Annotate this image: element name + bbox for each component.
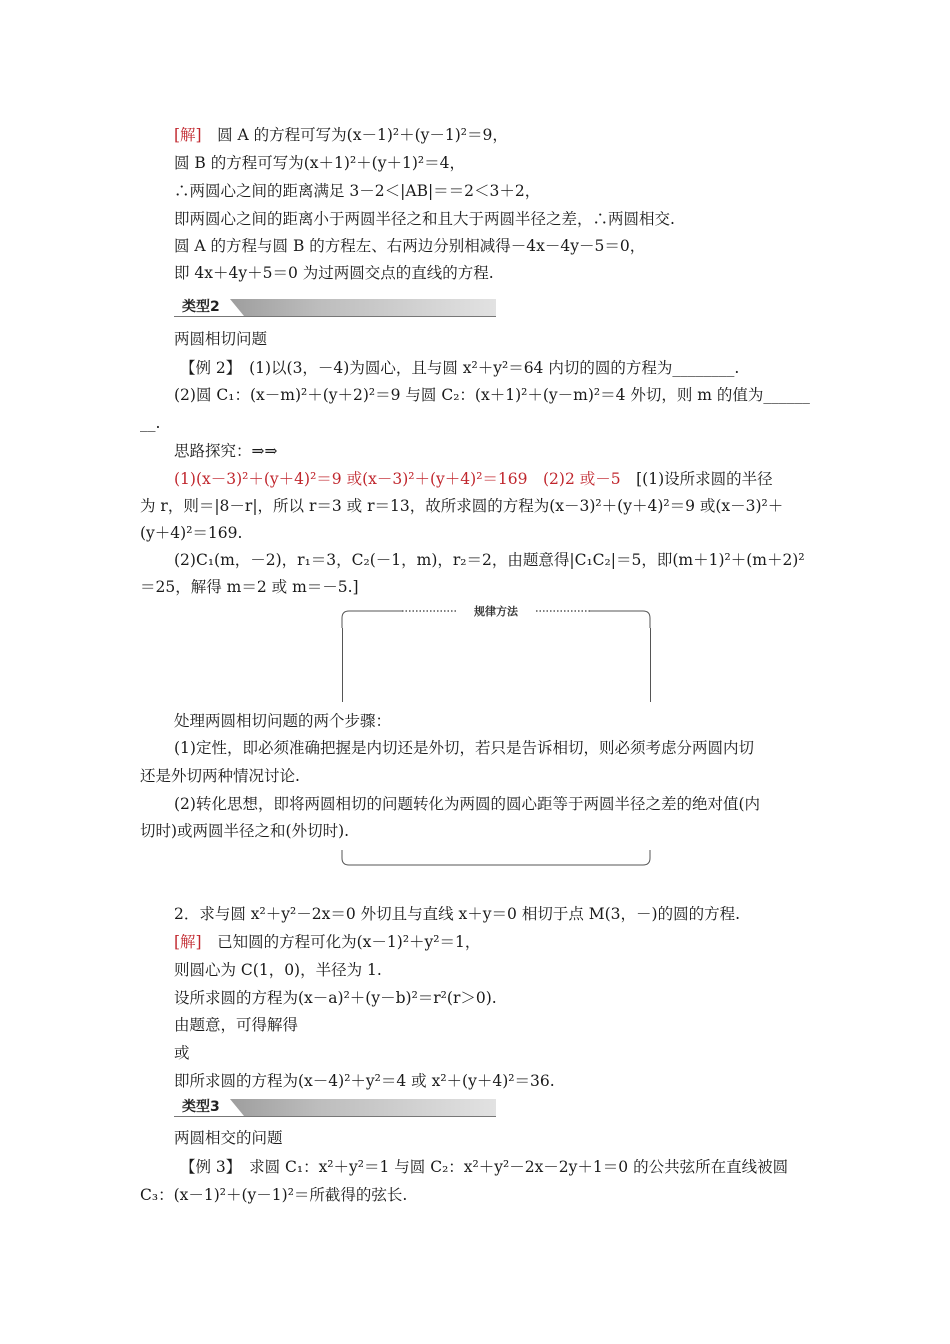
example-label: 【例 2】 — [180, 359, 234, 377]
solution-line — [174, 931, 480, 953]
solution-tag: [解] — [174, 126, 202, 144]
solution-line: ∴两圆心之间的距离满足 3－2＜|AB|＝＝2＜3＋2， — [174, 182, 541, 200]
solution-line — [174, 124, 508, 146]
answer-line: ＝25，解得 m＝2 或 m＝－5.] — [140, 578, 359, 596]
section-banner-type3 — [174, 1099, 496, 1117]
solution-line: 或 — [174, 1044, 190, 1062]
section-banner-label: 类型3 — [182, 1099, 220, 1115]
solution-tag: [解] — [174, 933, 202, 951]
example-line — [180, 1156, 788, 1178]
question-stem: 2．求与圆 x²＋y²－2x＝0 外切且与直线 x＋y＝0 相切于点 M(3，－)的圆的方程. — [174, 905, 741, 923]
solution-line: 圆 A 的方程与圆 B 的方程左、右两边分别相减得－4x－4y－5＝0， — [174, 237, 646, 255]
solution-line: 即所求圆的方程为(x－4)²＋y²＝4 或 x²＋(y＋4)²＝36. — [174, 1072, 555, 1090]
rule-box-bottom — [340, 848, 652, 868]
answer-text: [(1)设所求圆的半径 — [620, 470, 773, 488]
rule-line: 还是外切两种情况讨论. — [140, 767, 300, 785]
rule-line: 处理两圆相切问题的两个步骤： — [174, 712, 392, 730]
answer-line — [174, 468, 773, 490]
rule-box-left-edge — [342, 628, 343, 702]
solution-line: 即 4x＋4y＋5＝0 为过两圆交点的直线的方程. — [174, 264, 494, 282]
solution-line: 圆 B 的方程可写为(x＋1)²＋(y＋1)²＝4， — [174, 154, 465, 172]
example-text: (1)以(3，－4)为圆心，且与圆 x²＋y²＝64 内切的圆的方程为________. — [249, 359, 740, 377]
rule-box-bottom-frame — [340, 848, 652, 868]
rule-line: (2)转化思想，即将两圆相切的问题转化为两圆的圆心距等于两圆半径之差的绝对值(内 — [174, 795, 761, 813]
idea-line: 思路探究：⇒⇒ — [174, 442, 278, 460]
solution-line: 由题意，可得解得 — [174, 1016, 299, 1034]
example-line: C₃：(x－1)²＋(y－1)²＝所截得的弦长. — [140, 1186, 408, 1204]
example-line: (2)圆 C₁：(x－m)²＋(y＋2)²＝9 与圆 C₂：(x＋1)²＋(y－m)²＝4 外切，则 m 的值为______ — [174, 386, 810, 404]
example-line: __. — [140, 414, 161, 432]
section-title: 两圆相交的问题 — [174, 1129, 283, 1147]
rule-line: 切时)或两圆半径之和(外切时). — [140, 822, 350, 840]
example-text: 求圆 C₁：x²＋y²＝1 与圆 C₂：x²＋y²－2x－2y＋1＝0 的公共弦所在直线被圆 — [249, 1158, 789, 1176]
rule-box-right-edge — [650, 628, 651, 702]
section-title: 两圆相切问题 — [174, 330, 268, 348]
solution-text: 圆 A 的方程可写为(x－1)²＋(y－1)²＝9， — [217, 126, 508, 144]
answer-line: 为 r，则＝|8－r|，所以 r＝3 或 r＝13，故所求圆的方程为(x－3)²＋(y＋4)²＝9 或(x－3)²＋ — [140, 497, 784, 515]
solution-line: 则圆心为 C(1，0)，半径为 1. — [174, 961, 382, 979]
answer-highlight: (1)(x－3)²＋(y＋4)²＝9 或(x－3)²＋(y＋4)²＝169 (2)2 或－5 — [174, 470, 621, 488]
rule-box-top — [340, 605, 652, 630]
rule-line: (1)定性，即必须准确把握是内切还是外切，若只是告诉相切，则必须考虑分两圆内切 — [174, 739, 754, 757]
answer-line: (y＋4)²＝169. — [140, 524, 243, 542]
example-label: 【例 3】 — [180, 1158, 234, 1176]
section-banner-type2 — [174, 299, 496, 317]
example-line — [180, 357, 739, 379]
rule-box-label: 规律方法 — [474, 605, 518, 618]
answer-line: (2)C₁(m，－2)，r₁＝3，C₂(－1，m)，r₂＝2，由题意得|C₁C₂|＝5，即(m＋1)²＋(m＋2)² — [174, 551, 805, 569]
section-banner-label: 类型2 — [182, 299, 220, 315]
solution-line: 即两圆心之间的距离小于两圆半径之和且大于两圆半径之差，∴两圆相交. — [174, 210, 675, 228]
solution-text: 已知圆的方程可化为(x－1)²＋y²＝1， — [217, 933, 481, 951]
solution-line: 设所求圆的方程为(x－a)²＋(y－b)²＝r²(r＞0). — [174, 989, 497, 1007]
